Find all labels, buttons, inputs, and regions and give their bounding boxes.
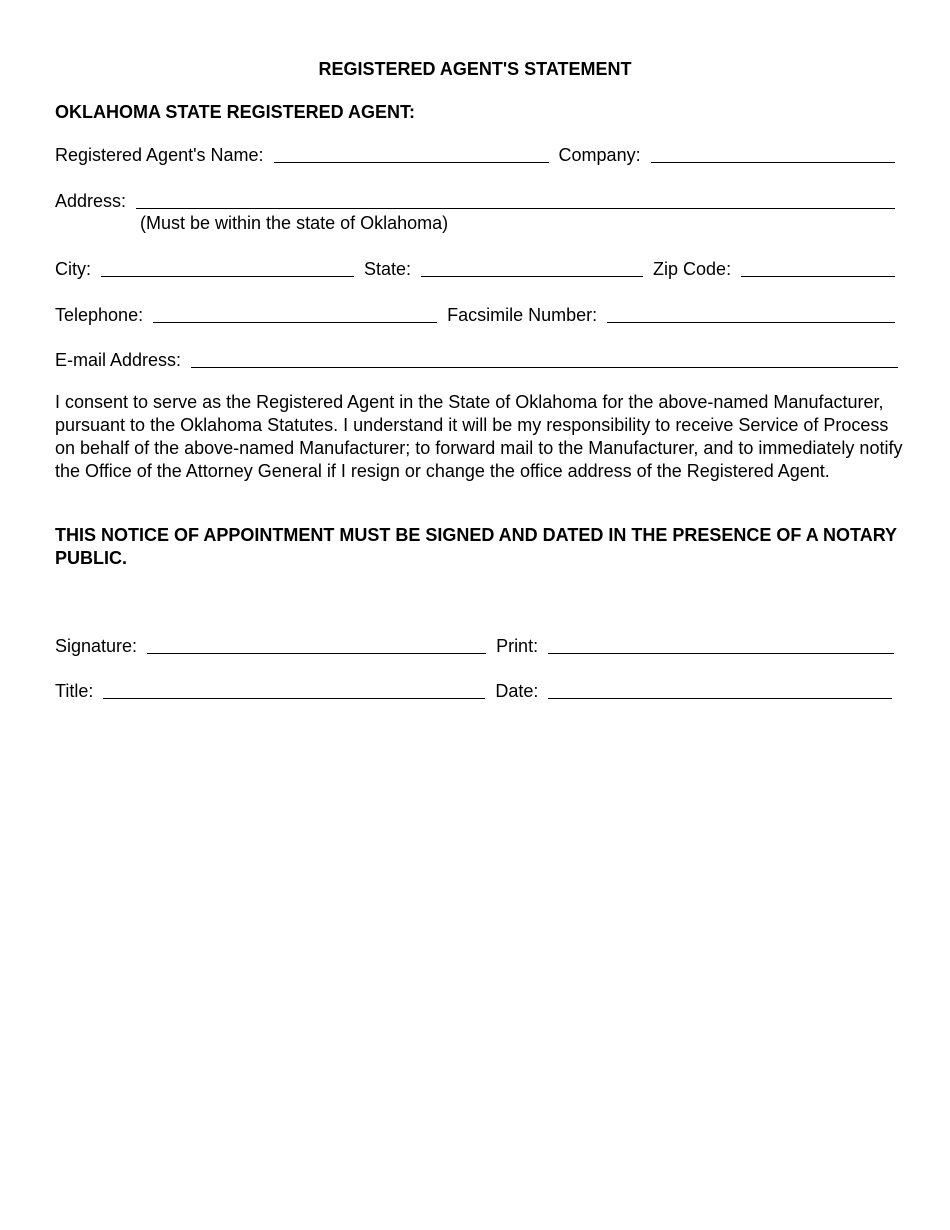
facsimile-label: Facsimile Number:	[447, 305, 598, 325]
city-label: City:	[55, 259, 91, 279]
email-label: E-mail Address:	[55, 350, 182, 370]
consent-paragraph: I consent to serve as the Registered Agent in the State of Oklahoma for the above-named Manufacturer, pursuant to the Oklahoma Statutes. I understand it will be my responsibility to receive Service of Process on behalf of the above-named Manufacturer; to forward mail to the Manufacturer, and to immediately notify the Office of the Attorney General if I resign or change the office address of the Registered Agent.	[55, 392, 903, 481]
print-field[interactable]	[548, 637, 894, 654]
agent-name-row	[55, 144, 895, 166]
state-label: State:	[364, 259, 412, 279]
facsimile-field[interactable]	[607, 306, 895, 323]
title-label: Title:	[55, 681, 94, 701]
signature-field[interactable]	[147, 637, 486, 654]
agent-name-field[interactable]	[274, 146, 549, 163]
address-label: Address:	[55, 191, 127, 211]
document-title: REGISTERED AGENT'S STATEMENT	[318, 59, 632, 79]
email-row	[55, 349, 898, 371]
company-label: Company:	[558, 145, 641, 165]
title-date-row	[55, 680, 892, 702]
city-state-zip-row	[55, 258, 895, 280]
date-field[interactable]	[548, 682, 892, 699]
title-field[interactable]	[103, 682, 485, 699]
date-label: Date:	[495, 681, 539, 701]
signature-print-row	[55, 635, 894, 657]
signature-label: Signature:	[55, 636, 138, 656]
state-field[interactable]	[421, 260, 643, 277]
agent-name-label: Registered Agent's Name:	[55, 145, 264, 165]
address-note: (Must be within the state of Oklahoma)	[140, 213, 449, 233]
address-field[interactable]	[136, 192, 895, 209]
address-row	[55, 190, 895, 212]
zip-code-field[interactable]	[741, 260, 895, 277]
notary-notice: THIS NOTICE OF APPOINTMENT MUST BE SIGNED AND DATED IN THE PRESENCE OF A NOTARY PUBLIC.	[55, 525, 897, 568]
telephone-fax-row	[55, 304, 895, 326]
print-label: Print:	[496, 636, 539, 656]
company-field[interactable]	[651, 146, 895, 163]
section-heading: OKLAHOMA STATE REGISTERED AGENT:	[55, 102, 415, 122]
telephone-label: Telephone:	[55, 305, 144, 325]
city-field[interactable]	[101, 260, 354, 277]
zip-code-label: Zip Code:	[653, 259, 732, 279]
email-field[interactable]	[191, 351, 898, 368]
telephone-field[interactable]	[153, 306, 437, 323]
